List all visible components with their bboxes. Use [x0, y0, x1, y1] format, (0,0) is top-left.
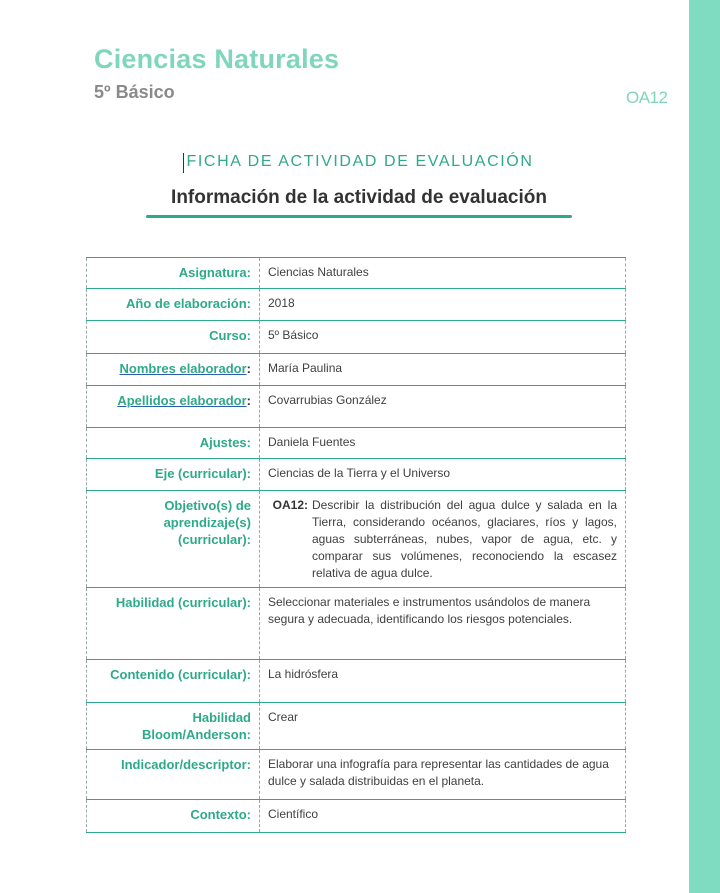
- row-label: Contexto:: [87, 800, 260, 833]
- row-value[interactable]: Científico: [260, 800, 626, 833]
- row-label: Contenido (curricular):: [87, 660, 260, 703]
- row-value[interactable]: 5º Básico: [260, 321, 626, 354]
- heading-underline: [146, 215, 572, 218]
- table-row: [87, 800, 626, 833]
- row-label: Curso:: [87, 321, 260, 354]
- table-row: [87, 459, 626, 491]
- row-label: Habilidad Bloom/Anderson:: [87, 703, 260, 750]
- row-value[interactable]: Crear: [260, 703, 626, 750]
- row-value[interactable]: Ciencias Naturales: [260, 258, 626, 289]
- document-heading: Información de la actividad de evaluación: [171, 187, 547, 208]
- table-row: [87, 588, 626, 660]
- row-value[interactable]: La hidrósfera: [260, 660, 626, 703]
- table-row: [87, 660, 626, 703]
- grade-label: 5º Básico: [94, 82, 175, 102]
- row-label: Nombres elaborador:: [87, 354, 260, 386]
- activity-info-table: [86, 257, 626, 833]
- side-accent-bar: [689, 0, 720, 893]
- row-label: Habilidad (curricular):: [87, 588, 260, 660]
- row-value[interactable]: Ciencias de la Tierra y el Universo: [260, 459, 626, 491]
- row-label: Asignatura:: [87, 258, 260, 289]
- row-value[interactable]: Daniela Fuentes: [260, 428, 626, 459]
- table-row: [87, 386, 626, 428]
- row-label: Año de elaboración:: [87, 289, 260, 321]
- spellcheck-underlined-label: Nombres elaborador: [119, 361, 247, 376]
- row-label: Eje (curricular):: [87, 459, 260, 491]
- objective-code-inline: OA12:: [272, 498, 308, 512]
- table-row: [87, 750, 626, 800]
- objective-code: OA12: [626, 88, 668, 107]
- table-row: [87, 354, 626, 386]
- row-label: Indicador/descriptor:: [87, 750, 260, 800]
- table-row: [87, 289, 626, 321]
- row-value[interactable]: Seleccionar materiales e instrumentos usándolos de manera segura y adecuada, identificando los riesgos potenciales.: [260, 588, 626, 660]
- subject-title: Ciencias Naturales: [94, 44, 340, 74]
- row-value[interactable]: Covarrubias González: [260, 386, 626, 428]
- objective-text: Describir la distribución del agua dulce y salada en la Tierra, considerando océanos, glaciares, ríos y lagos, aguas subterráneas, nubes, vapor de agua, etc. y comparar sus volúmenes, reconociendo la escasez relativa de agua dulce.: [312, 498, 617, 580]
- table-row: [87, 428, 626, 459]
- row-label: Apellidos elaborador:: [87, 386, 260, 428]
- row-value[interactable]: María Paulina: [260, 354, 626, 386]
- row-value[interactable]: Elaborar una infografía para representar las cantidades de agua dulce y salada distribuidas en el planeta.: [260, 750, 626, 800]
- table-row: [87, 491, 626, 588]
- table-row: [87, 321, 626, 354]
- table-row: [87, 703, 626, 750]
- table-row: [87, 258, 626, 289]
- row-value[interactable]: 2018: [260, 289, 626, 321]
- row-value[interactable]: [260, 491, 626, 588]
- spellcheck-underlined-label: Apellidos elaborador: [117, 393, 247, 408]
- document-kicker: FICHA DE ACTIVIDAD DE EVALUACIÓN: [186, 153, 534, 170]
- row-label: Objetivo(s) de aprendizaje(s) (curricular):: [87, 491, 260, 588]
- row-label: Ajustes:: [87, 428, 260, 459]
